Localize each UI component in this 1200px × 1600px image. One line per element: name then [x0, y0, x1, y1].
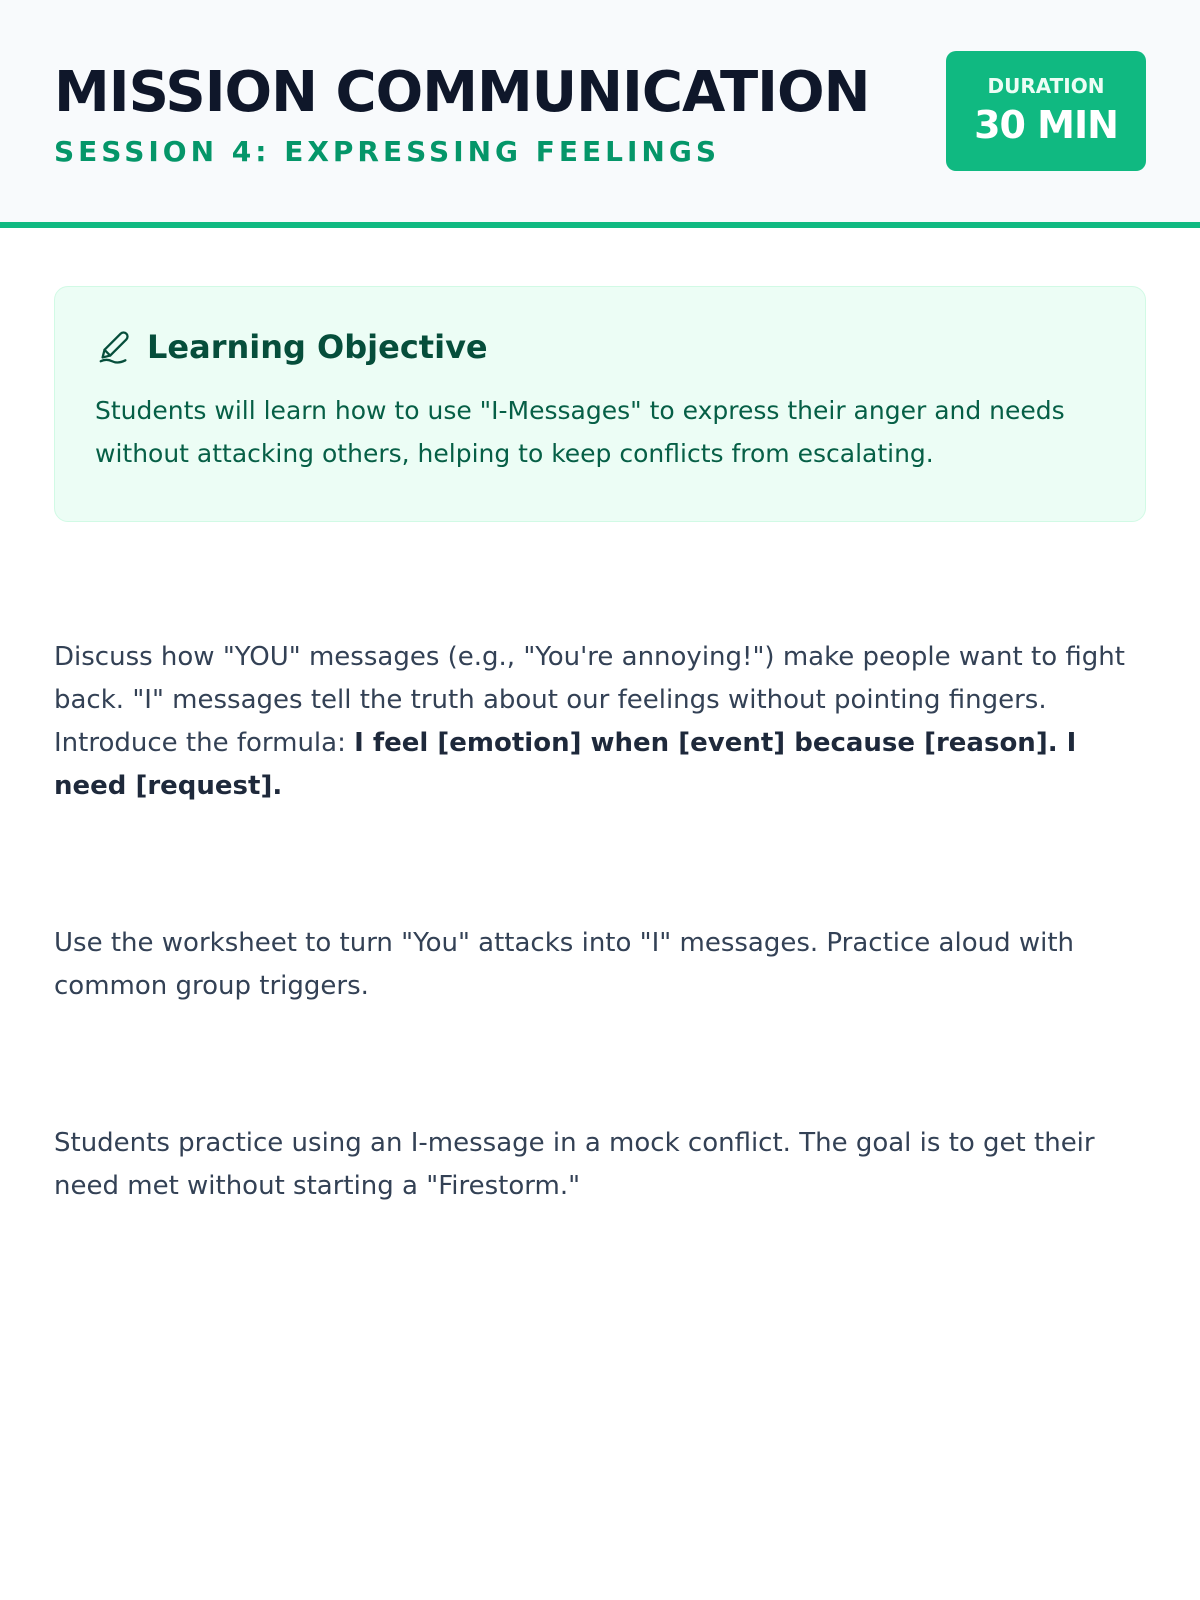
title-block — [54, 53, 869, 169]
page-title: MISSION COMMUNICATION — [54, 60, 870, 125]
objective-title: Learning Objective — [147, 328, 488, 366]
i-message-formula: I feel [emotion] when [event] because [reason]. I need [request]. — [54, 728, 1077, 801]
intro-text: Discuss how "YOU" messages (e.g., "You're annoying!") make people want to fight back. "I" messages tell the truth about our feelings without pointing fingers. Introduce the formula: — [54, 642, 1125, 758]
session-subtitle: SESSION 4: EXPRESSING FEELINGS — [54, 135, 720, 168]
pen-icon — [95, 328, 133, 366]
learning-objective-card — [54, 286, 1146, 522]
duration-label: DURATION — [987, 74, 1105, 98]
intro-paragraph — [54, 636, 1146, 808]
objective-heading — [95, 327, 1105, 367]
session-header — [0, 0, 1200, 228]
duration-value: 30 MIN — [974, 103, 1118, 147]
practice-paragraph: Use the worksheet to turn "You" attacks into "I" messages. Practice aloud with common group triggers. — [54, 928, 1075, 1001]
duration-badge — [946, 51, 1146, 171]
roleplay-paragraph: Students practice using an I-message in a mock conflict. The goal is to get their need met without starting a "Firestorm." — [54, 1128, 1095, 1201]
objective-text: Students will learn how to use "I-Messages" to express their anger and needs without attacking others, helping to keep conflicts from escalating. — [95, 396, 1065, 468]
